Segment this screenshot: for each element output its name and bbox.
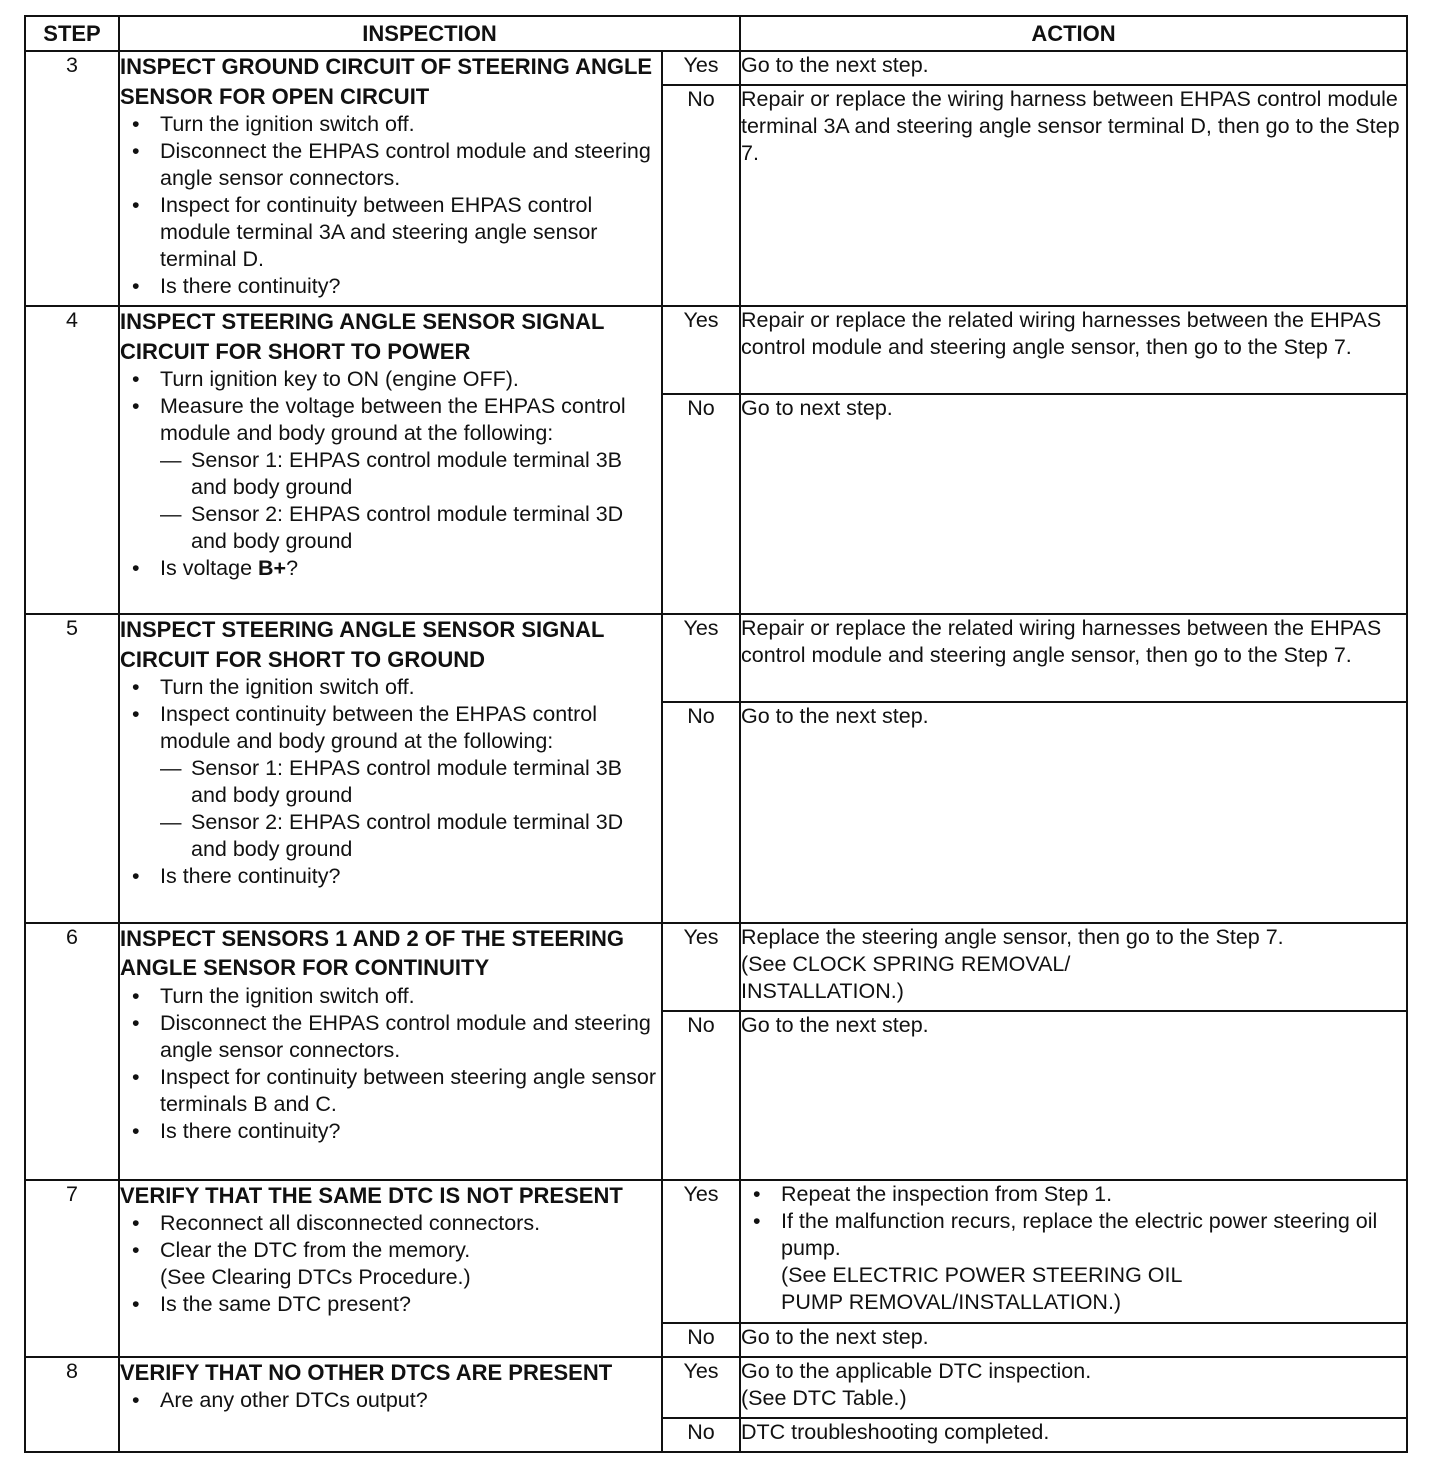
action-bullet: • If the malfunction recurs, replace the electric power steering oil pump. (See ELECTRIC POWER STEERING OIL PUMP REMOVAL/INSTALLATION.) (741, 1208, 1406, 1316)
yes-action: Replace the steering angle sensor, then go to the Step 7. (See CLOCK SPRING REMOVAL/ INSTALLATION.) (740, 923, 1407, 1011)
inspection-cell (119, 1180, 662, 1357)
inspection-title: INSPECT SENSORS 1 AND 2 OF THE STEERING ANGLE SENSOR FOR CONTINUITY (120, 925, 625, 981)
inspection-bullet: • Disconnect the EHPAS control module and steering angle sensor connectors. (120, 138, 661, 192)
inspection-title: VERIFY THAT NO OTHER DTCS ARE PRESENT (120, 1359, 613, 1385)
sub-item: — Sensor 1: EHPAS control module terminal 3B and body ground (160, 448, 622, 500)
header-inspection: INSPECTION (119, 16, 740, 51)
inspection-bullet: • Turn the ignition switch off. (120, 983, 661, 1010)
header-action: ACTION (740, 16, 1407, 51)
sub-item: — Sensor 2: EHPAS control module terminal 3D and body ground (160, 502, 624, 554)
inspection-steps (120, 1387, 661, 1414)
table-row (25, 614, 1407, 702)
inspection-bullet: • Reconnect all disconnected connectors. (120, 1210, 661, 1237)
table-row (25, 306, 1407, 394)
sub-item-text: Sensor 2: EHPAS control module terminal 3D and body ground (191, 502, 624, 554)
yes-label: Yes (662, 614, 740, 702)
no-action: Go to next step. (740, 394, 1407, 614)
inspection-bullet: • Disconnect the EHPAS control module and steering angle sensor connectors. (120, 1010, 661, 1064)
yes-label: Yes (662, 1180, 740, 1323)
inspection-steps (120, 674, 661, 890)
sub-item: — Sensor 2: EHPAS control module terminal 3D and body ground (160, 810, 624, 862)
inspection-bullet: • Turn the ignition switch off. (120, 674, 661, 701)
inspection-title: INSPECT STEERING ANGLE SENSOR SIGNAL CIRCUIT FOR SHORT TO POWER (120, 309, 605, 364)
no-label: No (662, 1011, 740, 1180)
inspection-title: INSPECT GROUND CIRCUIT OF STEERING ANGLE SENSOR FOR OPEN CIRCUIT (120, 54, 653, 109)
sub-item-text: Sensor 1: EHPAS control module terminal 3B and body ground (191, 448, 622, 500)
no-action: DTC troubleshooting completed. (740, 1418, 1407, 1452)
voltage-value: B+ (258, 556, 287, 581)
step-number: 6 (25, 923, 119, 1180)
header-row (25, 16, 1407, 51)
inspection-cell (119, 1357, 662, 1452)
header-step: STEP (25, 16, 119, 51)
inspection-steps (120, 983, 661, 1145)
inspection-steps (120, 1210, 661, 1318)
yes-label: Yes (662, 1357, 740, 1418)
no-action: Go to the next step. (740, 1323, 1407, 1357)
step-number: 7 (25, 1180, 119, 1357)
step-number: 4 (25, 306, 119, 614)
step-number: 5 (25, 614, 119, 922)
step-number: 3 (25, 51, 119, 306)
no-label: No (662, 394, 740, 614)
inspection-cell (119, 614, 662, 922)
sub-item-text: Sensor 1: EHPAS control module terminal 3B and body ground (191, 756, 622, 808)
inspection-cell (119, 306, 662, 614)
no-action: Repair or replace the wiring harness between EHPAS control module terminal 3A and steering angle sensor terminal D, then go to the Step 7. (740, 85, 1407, 306)
inspection-steps (120, 366, 661, 582)
table-row (25, 923, 1407, 1011)
inspection-bullet: • Inspect for continuity between steering angle sensor terminals B and C. (120, 1064, 661, 1118)
inspection-bullet: • Inspect for continuity between EHPAS control module terminal 3A and steering angle sensor terminal D. (120, 192, 661, 273)
yes-label: Yes (662, 923, 740, 1011)
table-row (25, 1357, 1407, 1418)
bullet-text: Is voltage (160, 556, 258, 581)
inspection-bullet: • Turn ignition key to ON (engine OFF). (120, 366, 661, 393)
yes-action: Go to the next step. (740, 51, 1407, 85)
inspection-bullet: • Is there continuity? (120, 1118, 661, 1145)
inspection-bullet: • Clear the DTC from the memory. (See Clearing DTCs Procedure.) (120, 1237, 661, 1291)
bullet-text: Measure the voltage between the EHPAS control module and body ground at the following: (160, 394, 626, 446)
no-label: No (662, 85, 740, 306)
no-label: No (662, 1323, 740, 1357)
inspection-cell (119, 923, 662, 1180)
yes-label: Yes (662, 51, 740, 85)
inspection-bullet: • Is there continuity? (120, 273, 661, 300)
inspection-bullet: • Turn the ignition switch off. (120, 111, 661, 138)
inspection-bullet: • Is there continuity? (120, 863, 661, 890)
step-number: 8 (25, 1357, 119, 1452)
yes-action: Repair or replace the related wiring harnesses between the EHPAS control module and steering angle sensor, then go to the Step 7. (740, 614, 1407, 702)
inspection-bullet (120, 555, 661, 582)
yes-action (740, 1180, 1407, 1323)
inspection-title: INSPECT STEERING ANGLE SENSOR SIGNAL CIRCUIT FOR SHORT TO GROUND (120, 617, 605, 672)
action-bullet: • Repeat the inspection from Step 1. (741, 1181, 1406, 1208)
inspection-table (24, 15, 1408, 1453)
yes-label: Yes (662, 306, 740, 394)
no-label: No (662, 702, 740, 922)
action-steps (741, 1181, 1406, 1316)
inspection-steps (120, 111, 661, 300)
sub-item: — Sensor 1: EHPAS control module terminal 3B and body ground (160, 756, 622, 808)
inspection-title: VERIFY THAT THE SAME DTC IS NOT PRESENT (120, 1182, 623, 1208)
no-action: Go to the next step. (740, 1011, 1407, 1180)
no-action: Go to the next step. (740, 702, 1407, 922)
inspection-bullet (120, 701, 661, 863)
inspection-cell (119, 51, 662, 306)
table-row (25, 51, 1407, 85)
yes-action: Go to the applicable DTC inspection. (See DTC Table.) (740, 1357, 1407, 1418)
yes-action: Repair or replace the related wiring harnesses between the EHPAS control module and steering angle sensor, then go to the Step 7. (740, 306, 1407, 394)
bullet-text: ? (286, 556, 299, 581)
inspection-bullet: • Is the same DTC present? (120, 1291, 661, 1318)
table-row (25, 1180, 1407, 1323)
no-label: No (662, 1418, 740, 1452)
inspection-bullet (120, 393, 661, 555)
bullet-text: Inspect continuity between the EHPAS control module and body ground at the following: (160, 702, 598, 754)
inspection-bullet: • Are any other DTCs output? (120, 1387, 661, 1414)
sub-item-text: Sensor 2: EHPAS control module terminal 3D and body ground (191, 810, 624, 862)
